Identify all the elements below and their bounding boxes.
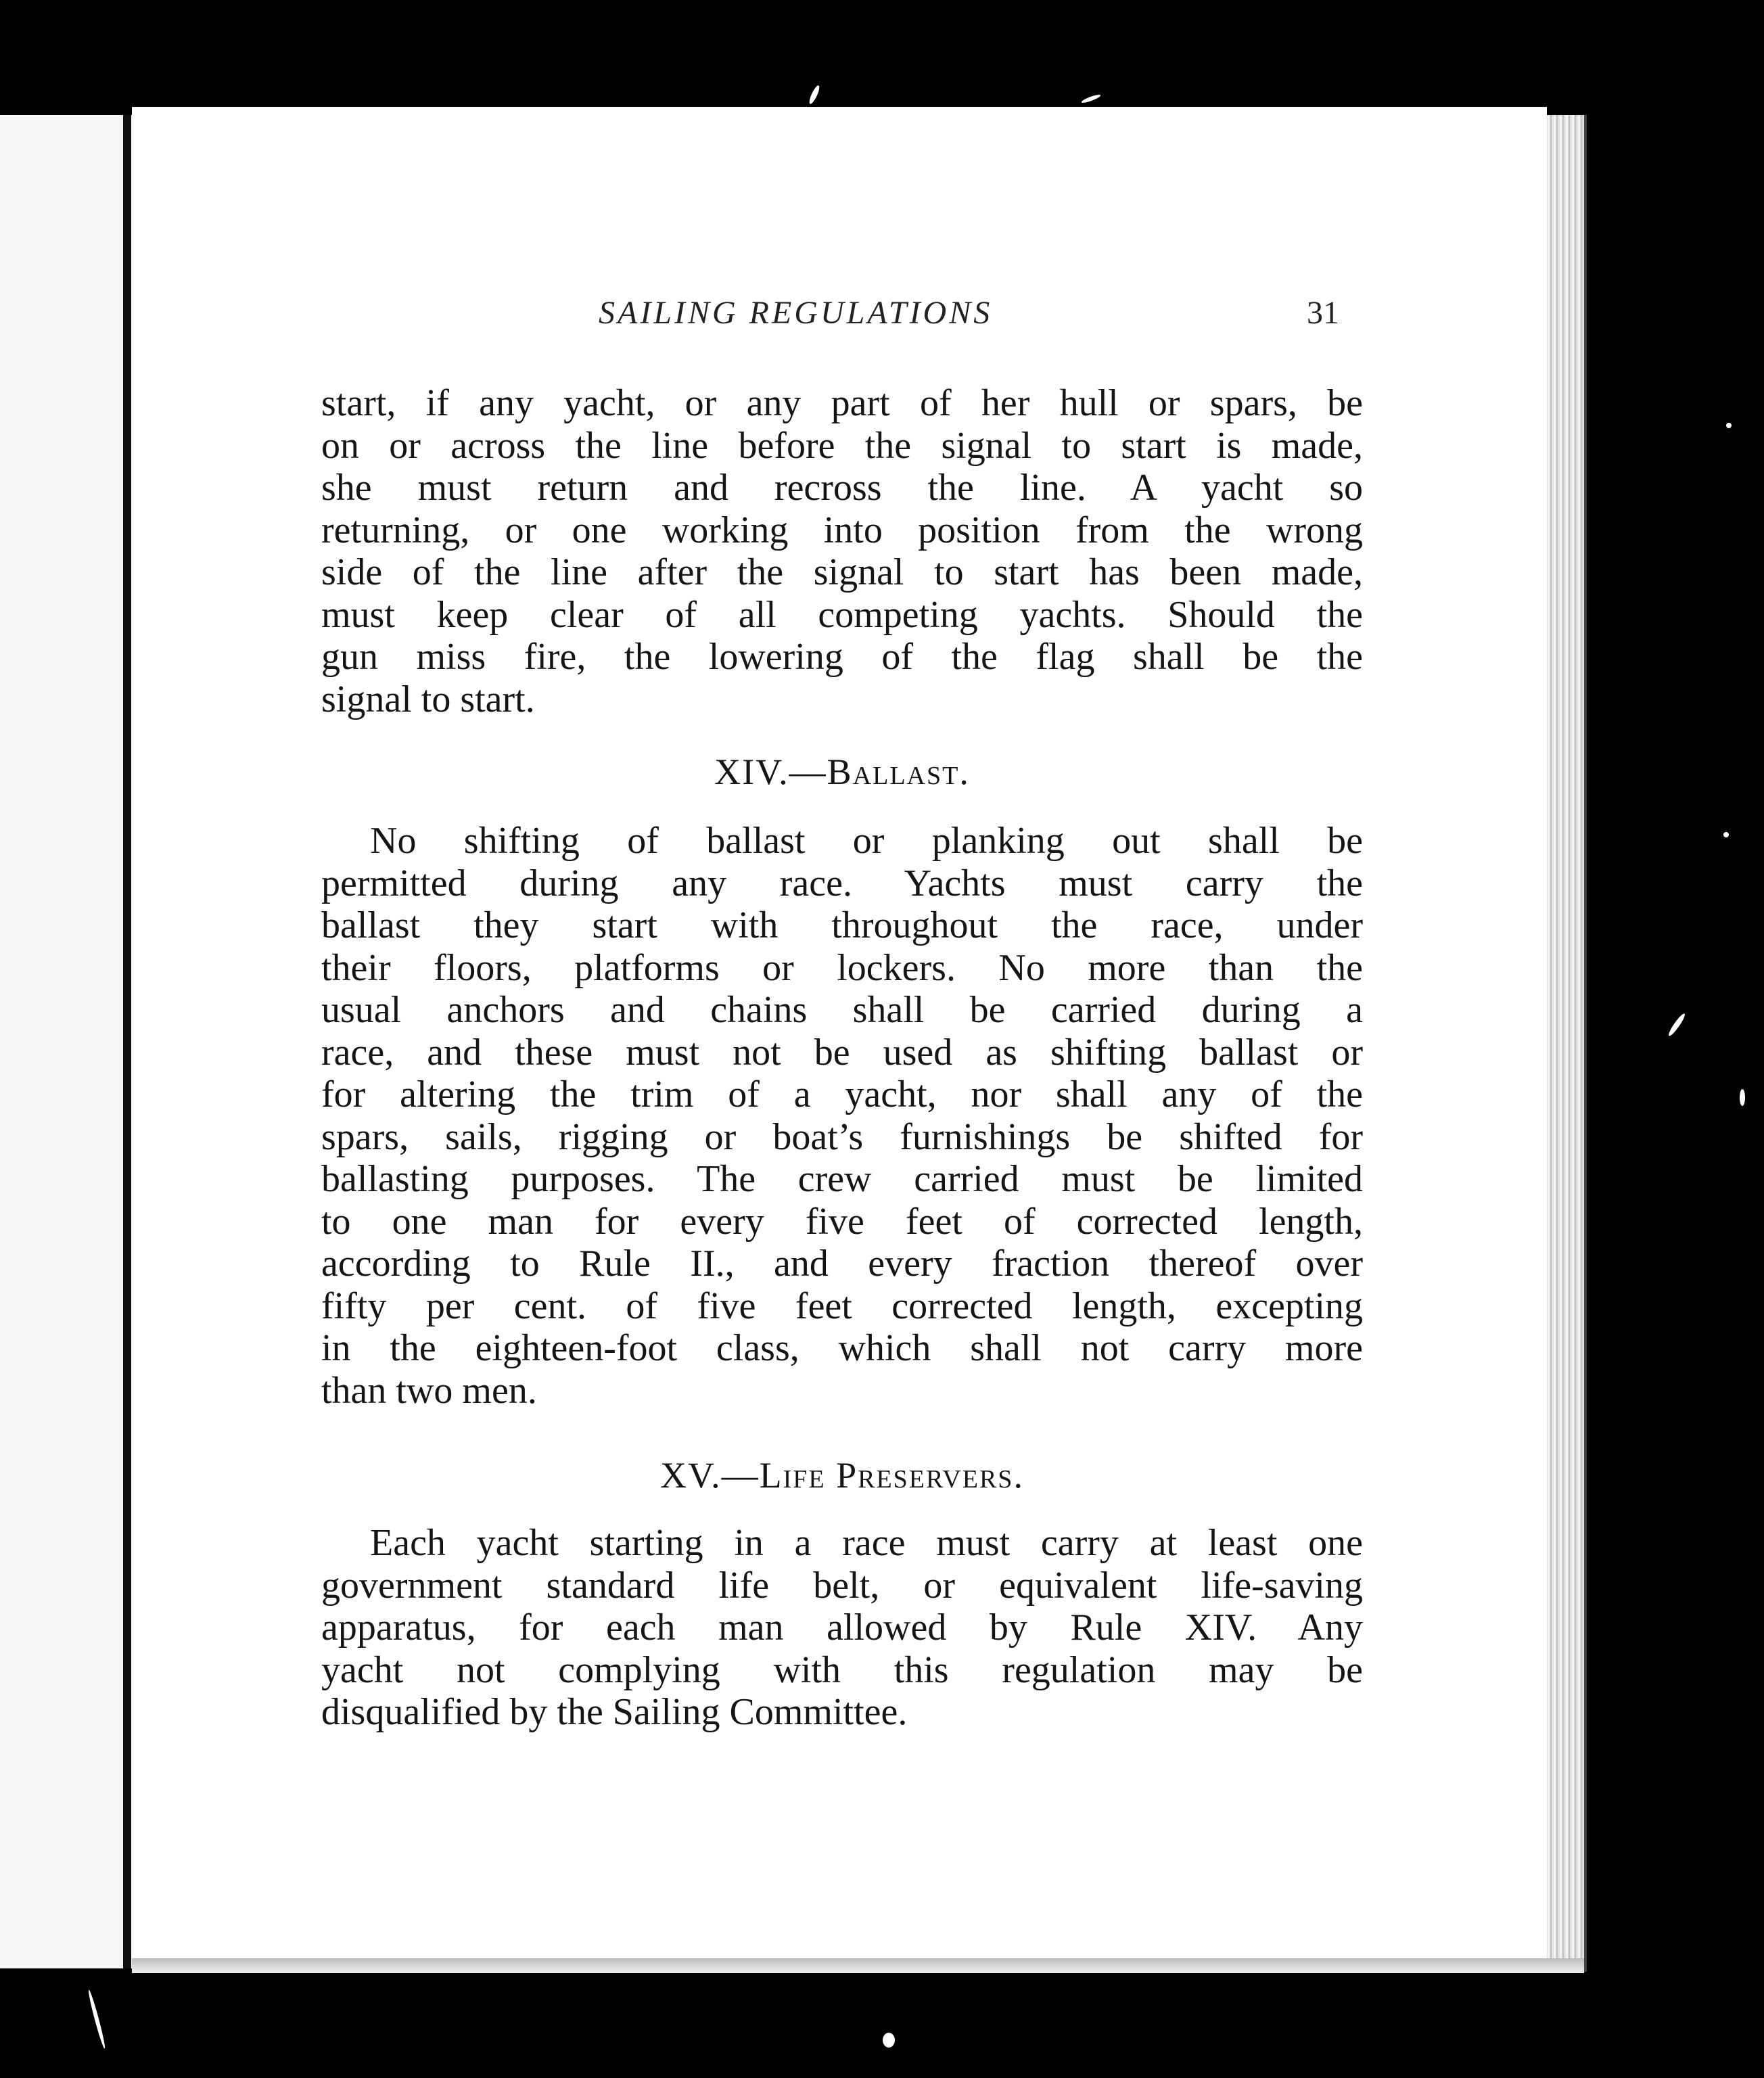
text-line: than two men. — [321, 1369, 537, 1412]
dust-speck — [1081, 93, 1101, 104]
text-line: permitted during any race. Yachts must carry the — [321, 862, 1363, 904]
text-line: apparatus, for each man allowed by Rule XIV. Any — [321, 1607, 1363, 1648]
text-line: gun miss fire, the lowering of the flag shall be the — [321, 636, 1363, 678]
text-line: race, and these must not be used as shifting ballast or — [321, 1031, 1363, 1073]
dust-speck — [883, 2033, 895, 2048]
text-line: for altering the trim of a yacht, nor shall any of the — [321, 1073, 1363, 1115]
dust-speck — [87, 1989, 106, 2049]
life-preservers-paragraph — [321, 1522, 1363, 1734]
text-line: usual anchors and chains shall be carried during a — [321, 989, 1363, 1031]
text-line: their floors, platforms or lockers. No more than the — [321, 946, 1363, 989]
text-line: to one man for every five feet of corrected length, — [321, 1200, 1363, 1243]
text-line: according to Rule II., and every fraction thereof over — [321, 1243, 1363, 1285]
book-gutter — [123, 115, 131, 1968]
ballast-paragraph — [321, 820, 1363, 1412]
text-line: must keep clear of all competing yachts. Should the — [321, 593, 1363, 636]
text-line: she must return and recross the line. A yacht so — [321, 467, 1363, 509]
text-line: start, if any yacht, or any part of her hull or spars, be — [321, 382, 1363, 424]
text-line: signal to start. — [321, 678, 535, 720]
text-line: Each yacht starting in a race must carry at least one — [370, 1522, 1363, 1564]
text-line: ballast they start with throughout the race, under — [321, 904, 1363, 946]
text-line: side of the line after the signal to start has been made, — [321, 551, 1363, 593]
text-line: government standard life belt, or equivalent life-saving — [321, 1564, 1363, 1607]
text-line: in the eighteen-foot class, which shall not carry more — [321, 1327, 1363, 1369]
page-bottom-shadow — [132, 1958, 1584, 1973]
text-line: disqualified by the Sailing Committee. — [321, 1691, 908, 1733]
text-line: fifty per cent. of five feet corrected length, excepting — [321, 1285, 1363, 1327]
section-heading-ballast: XIV.—Ballast. — [714, 752, 970, 792]
page-number: 31 — [1307, 295, 1339, 331]
text-line: yacht not complying with this regulation may be — [321, 1648, 1363, 1691]
running-head: SAILING REGULATIONS — [599, 295, 993, 331]
dust-speck — [1667, 1012, 1686, 1037]
section-heading-life-preservers: XV.—Life Preservers. — [660, 1455, 1024, 1496]
text-line: on or across the line before the signal to start is made, — [321, 424, 1363, 467]
dust-speck — [1723, 832, 1729, 837]
dust-speck — [1726, 423, 1732, 428]
dust-speck — [808, 85, 821, 106]
text-line: ballasting purposes. The crew carried must be limited — [321, 1158, 1363, 1200]
text-line: No shifting of ballast or planking out shall be — [370, 820, 1363, 862]
left-page-edge — [0, 115, 136, 1968]
text-line: returning, or one working into position from the wrong — [321, 509, 1363, 551]
page-edges — [1547, 115, 1587, 1972]
text-line: spars, sails, rigging or boat’s furnishings be shifted for — [321, 1115, 1363, 1158]
dust-speck — [1740, 1089, 1745, 1106]
continuation-paragraph — [321, 382, 1363, 720]
